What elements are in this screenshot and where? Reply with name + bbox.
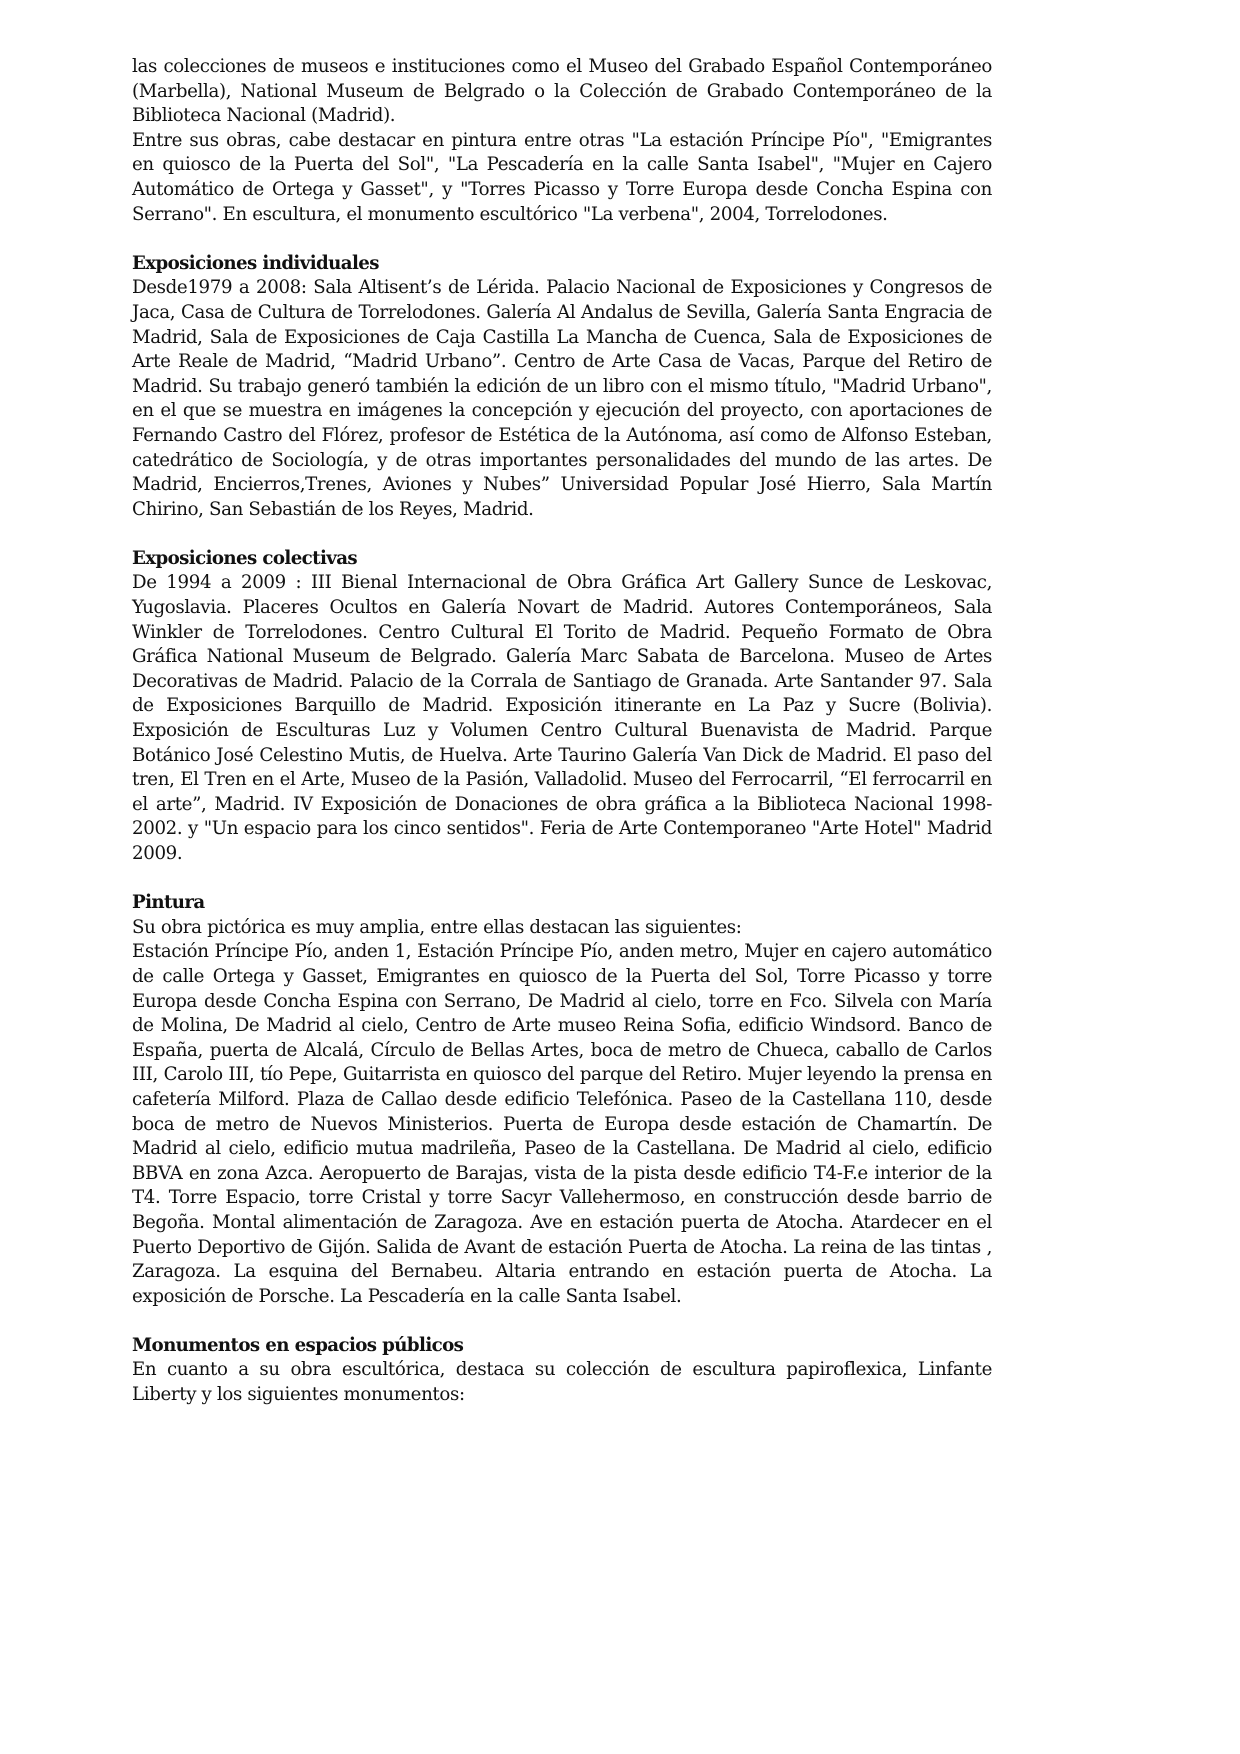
spacer bbox=[132, 867, 992, 892]
spacer bbox=[132, 1309, 992, 1334]
section-heading-painting: Pintura bbox=[132, 892, 205, 914]
intro-paragraph-works: Entre sus obras, cabe destacar en pintura entre otras "La estación Príncipe Pío", "Emigrantes en quiosco de la Puerta del Sol", "La Pescadería en la calle Santa Isabel", "Mujer en Cajero Automático de Ortega y Gasset", y "Torres Picasso y Torre Europa desde Concha Espina con Serrano". En escultura, el monumento escultórico "La verbena", 2004, Torrelodones. bbox=[132, 129, 992, 225]
section-body-collective-exhibitions: De 1994 a 2009 : III Bienal Internacional de Obra Gráfica Art Gallery Sunce de Leskovac, Yugoslavia. Placeres Ocultos en Galería Novart de Madrid. Autores Contemporáneos, Sala Winkler de Torrelodones. Centro Cultural El Torito de Madrid. Pequeño Formato de Obra Gráfica National Museum de Belgrado. Galería Marc Sabata de Barcelona. Museo de Artes Decorativas de Madrid. Palacio de la Corrala de Santiago de Granada. Arte Santander 97. Sala de Exposiciones Barquillo de Madrid. Exposición itinerante en La Paz y Sucre (Bolivia). Exposición de Esculturas Luz y Volumen Centro Cultural Buenavista de Madrid. Parque Botánico José Celestino Mutis, de Huelva. Arte Taurino Galería Van Dick de Madrid. El paso del tren, El Tren en el Arte, Museo de la Pasión, Valladolid. Museo del Ferrocarril, “El ferrocarril en el arte”, Madrid. IV Exposición de Donaciones de obra gráfica a la Biblioteca Nacional 1998-2002. y "Un espacio para los cinco sentidos". Feria de Arte Contemporaneo "Arte Hotel" Madrid 2009. bbox=[132, 572, 992, 864]
section-body-individual-exhibitions: Desde1979 a 2008: Sala Altisent’s de Lérida. Palacio Nacional de Exposiciones y Congresos de Jaca, Casa de Cultura de Torrelodones. Galería Al Andalus de Sevilla, Galería Santa Engracia de Madrid, Sala de Exposiciones de Caja Castilla La Mancha de Cuenca, Sala de Exposiciones de Arte Reale de Madrid, “Madrid Urbano”. Centro de Arte Casa de Vacas, Parque del Retiro de Madrid. Su trabajo generó también la edición de un libro con el mismo título, "Madrid Urbano", en el que se muestra en imágenes la concepción y ejecución del proyecto, con aportaciones de Fernando Castro del Flórez, profesor de Estética de la Autónoma, así como de Alfonso Esteban, catedrático de Sociología, y de otras importantes personalidades del mundo de las artes. De Madrid, Encierros,Trenes, Aviones y Nubes” Universidad Popular José Hierro, Sala Martín Chirino, San Sebastián de los Reyes, Madrid. bbox=[132, 277, 992, 520]
spacer bbox=[132, 227, 992, 252]
section-heading-collective-exhibitions: Exposiciones colectivas bbox=[132, 547, 358, 569]
section-heading-public-monuments: Monumentos en espacios públicos bbox=[132, 1334, 464, 1356]
section-body-painting: Estación Príncipe Pío, anden 1, Estación Príncipe Pío, anden metro, Mujer en cajero automático de calle Ortega y Gasset, Emigrantes en quiosco de la Puerta del Sol, Torre Picasso y torre Europa desde Concha Espina con Serrano, De Madrid al cielo, torre en Fco. Silvela con María de Molina, De Madrid al cielo, Centro de Arte museo Reina Sofia, edificio Windsord. Banco de España, puerta de Alcalá, Círculo de Bellas Artes, boca de metro de Chueca, caballo de Carlos III, Carolo III, tío Pepe, Guitarrista en quiosco del parque del Retiro. Mujer leyendo la prensa en cafetería Milford. Plaza de Callao desde edificio Telefónica. Paseo de la Castellana 110, desde boca de metro de Nuevos Ministerios. Puerta de Europa desde estación de Chamartín. De Madrid al cielo, edificio mutua madrileña, Paseo de la Castellana. De Madrid al cielo, edificio BBVA en zona Azca. Aeropuerto de Barajas, vista de la pista desde edificio T4-F.e interior de la T4. Torre Espacio, torre Cristal y torre Sacyr Vallehermoso, en construcción desde barrio de Begoña. Montal alimentación de Zaragoza. Ave en estación puerta de Atocha. Atardecer en el Puerto Deportivo de Gijón. Salida de Avant de estación Puerta de Atocha. La reina de las tintas , Zaragoza. La esquina del Bernabeu. Altaria entrando en estación puerta de Atocha. La exposición de Porsche. La Pescadería en la calle Santa Isabel. bbox=[132, 941, 992, 1307]
document-page bbox=[132, 55, 992, 1408]
section-intro-painting: Su obra pictórica es muy amplia, entre ellas destacan las siguientes: bbox=[132, 916, 742, 938]
section-body-public-monuments: En cuanto a su obra escultórica, destaca su colección de escultura papiroflexica, Linfante Liberty y los siguientes monumentos: bbox=[132, 1359, 992, 1406]
spacer bbox=[132, 522, 992, 547]
section-heading-individual-exhibitions: Exposiciones individuales bbox=[132, 252, 379, 274]
intro-paragraph-collections: las colecciones de museos e instituciones como el Museo del Grabado Español Contemporáneo (Marbella), National Museum de Belgrado o la Colección de Grabado Contemporáneo de la Biblioteca Nacional (Madrid). bbox=[132, 56, 992, 127]
